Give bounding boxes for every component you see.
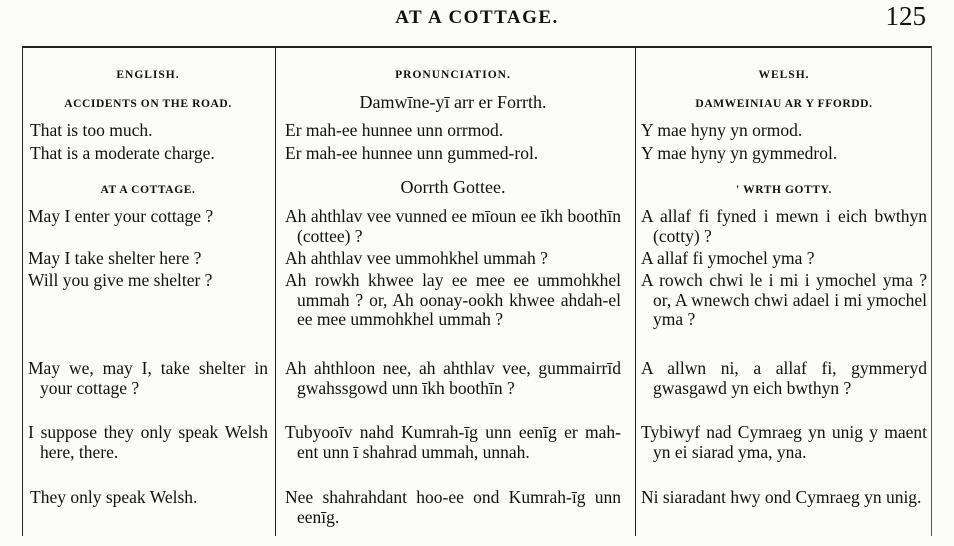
table-row: May we, may I, take shelter in your cottage ? (28, 358, 268, 398)
table-row: May I take shelter here ? (28, 248, 202, 268)
table-row: May I enter your cottage ? (28, 206, 214, 226)
english-column (28, 48, 268, 536)
page-header (0, 0, 954, 40)
table-row: Er mah-ee hunnee unn gummed-rol. (285, 143, 539, 163)
english-column-heading: ENGLISH. (116, 69, 180, 81)
table-row: Ah rowkh khwee lay ee mee ee ummohkhel ummah ? or, Ah oonay-ookh khwee ahdah-el ee mee ummohkhel ummah ? (285, 270, 621, 329)
table-row: That is a moderate charge. (30, 143, 215, 163)
table-row: Ah ahthlav vee ummohkhel ummah ? (285, 248, 548, 268)
section-title: Oorrth Gottee. (400, 177, 506, 197)
table-row: Will you give me shelter ? (28, 270, 213, 290)
welsh-column (641, 48, 927, 536)
table-row: Ah ahthloon nee, ah ahthlav vee, gummairrīd gwahssgowd unn īkh boothīn ? (285, 358, 621, 398)
running-head: AT A COTTAGE. (395, 7, 559, 28)
section-title: ' WRTH GOTTY. (736, 184, 832, 196)
pronunciation-column (285, 48, 621, 536)
page-number: 125 (885, 1, 926, 31)
table-row: A allaf fi ymochel yma ? (641, 248, 815, 268)
table-row: Y mae hyny yn gymmedrol. (641, 143, 838, 163)
table-row: Ah ahthlav vee vunned ee mīoun ee īkh boothīn (cottee) ? (285, 206, 621, 246)
table-row: Ni siaradant hwy ond Cymraeg yn unig. (641, 487, 922, 507)
table-row: Er mah-ee hunnee unn orrmod. (285, 120, 504, 140)
section-title: DAMWEINIAU AR Y FFORDD. (695, 98, 873, 110)
column-divider (275, 48, 276, 536)
column-divider (635, 48, 636, 536)
table-row: That is too much. (30, 120, 153, 140)
table-row: A rowch chwi le i mi i ymochel yma ? or, A wnewch chwi adael i mi ymochel yma ? (641, 270, 927, 329)
table-row: Tubyooīv nahd Kumrah-īg unn eenīg er mah-ent unn ī shahrad ummah, unnah. (285, 422, 621, 462)
phrase-table (22, 46, 932, 536)
section-title: Damwīne-yī arr er Forrth. (359, 92, 547, 112)
table-row: Y mae hyny yn ormod. (641, 120, 803, 140)
table-row: A allaf fi fyned i mewn i eich bwthyn (cotty) ? (641, 206, 927, 246)
section-title: ACCIDENTS ON THE ROAD. (64, 98, 232, 110)
table-row: A allwn ni, a allaf fi, gymmeryd gwasgawd yn eich bwthyn ? (641, 358, 927, 398)
section-title: AT A COTTAGE. (100, 184, 196, 196)
table-row: They only speak Welsh. (30, 487, 198, 507)
pronunciation-column-heading: PRONUNCIATION. (395, 69, 511, 81)
table-row: I suppose they only speak Welsh here, there. (28, 422, 268, 462)
table-row: Nee shahrahdant hoo-ee ond Kumrah-īg unn eenīg. (285, 487, 621, 527)
table-row: Tybiwyf nad Cymraeg yn unig y maent yn ei siarad yma, yna. (641, 422, 927, 462)
welsh-column-heading: WELSH. (758, 69, 810, 81)
